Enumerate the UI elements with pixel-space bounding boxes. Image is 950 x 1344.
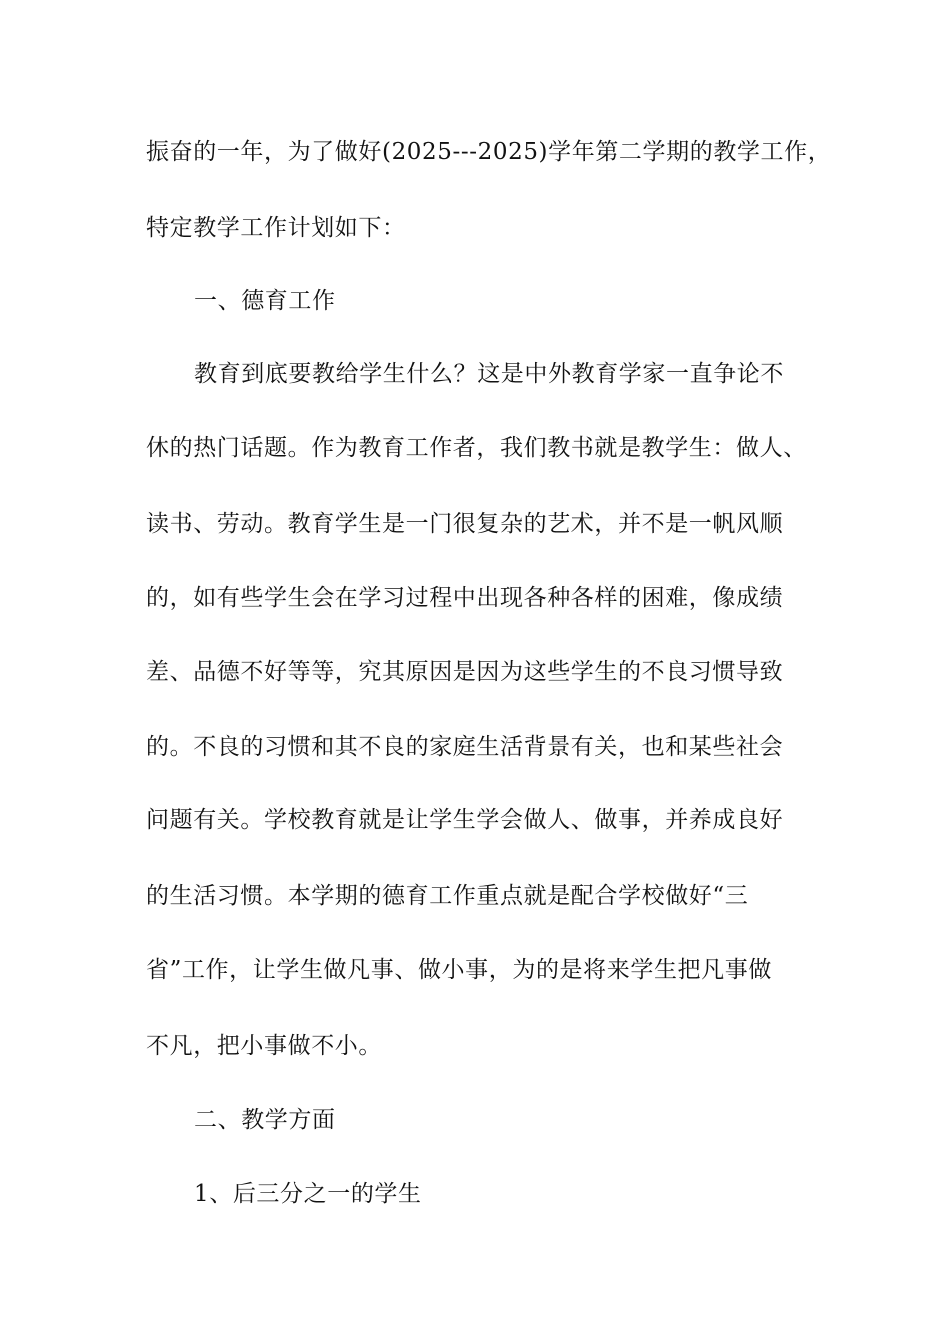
paragraph-line: 问题有关。学校教育就是让学生学会做人、做事，并养成良好 [146,807,784,833]
paragraph-line: 的。不良的习惯和其不良的家庭生活背景有关，也和某些社会 [146,734,784,760]
paragraph-line: 特定教学工作计划如下： [146,215,406,241]
paragraph-line: 差、品德不好等等，究其原因是因为这些学生的不良习惯导致 [146,659,784,685]
paragraph-line: 省”工作，让学生做凡事、做小事，为的是将来学生把凡事做 [146,957,772,983]
paragraph-line: 休的热门话题。作为教育工作者，我们教书就是教学生：做人、 [146,435,807,461]
section-heading-moral-education: 一、德育工作 [194,288,336,314]
section-heading-teaching: 二、教学方面 [194,1107,336,1133]
paragraph-line: 振奋的一年，为了做好(2025---2025)学年第二学期的教学工作， [146,139,832,165]
paragraph-line: 的，如有些学生会在学习过程中出现各种各样的困难，像成绩 [146,585,784,611]
paragraph-line: 教育到底要教给学生什么？这是中外教育学家一直争论不 [194,361,784,387]
paragraph-line: 读书、劳动。教育学生是一门很复杂的艺术，并不是一帆风顺 [146,511,784,537]
paragraph-line: 的生活习惯。本学期的德育工作重点就是配合学校做好“三 [146,883,749,909]
paragraph-line: 不凡，把小事做不小。 [146,1033,382,1059]
subsection-heading: 1、后三分之一的学生 [194,1181,422,1207]
